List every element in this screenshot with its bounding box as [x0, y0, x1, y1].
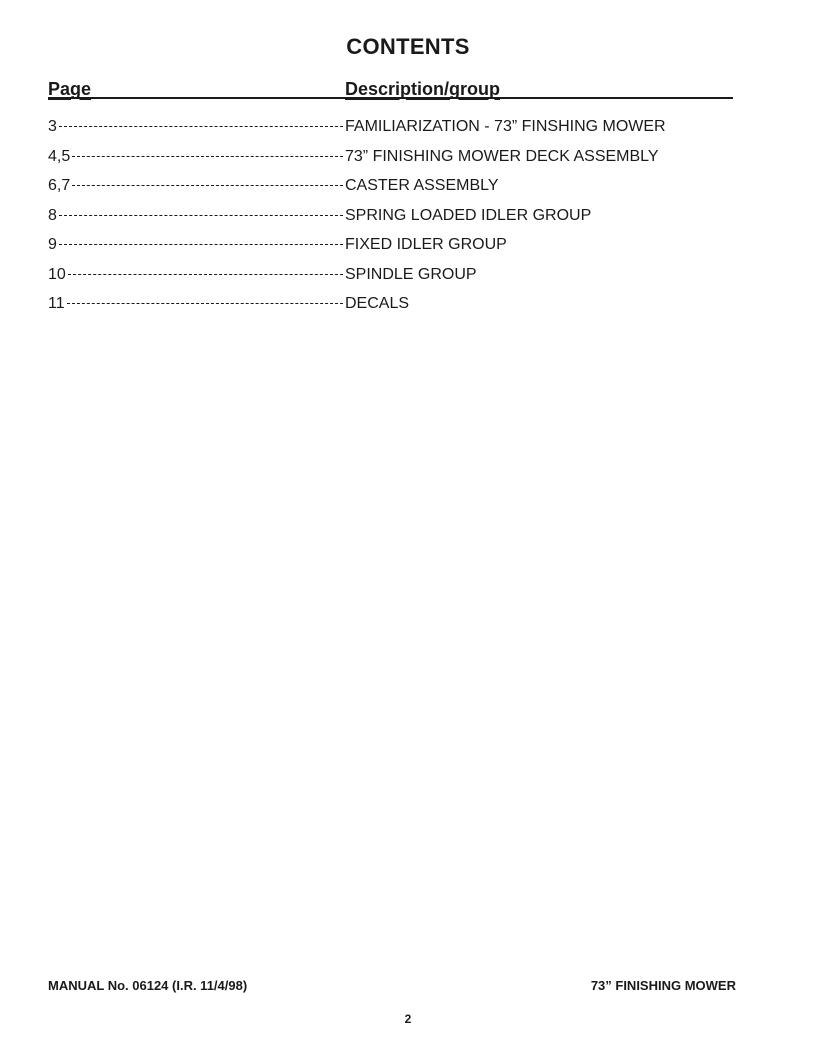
toc-leader [72, 185, 343, 186]
toc-page-number: 10 [48, 265, 66, 283]
page-number: 2 [404, 1012, 412, 1026]
toc-description: DECALS [345, 295, 410, 312]
toc-description: 73” FINISHING MOWER DECK ASSEMBLY [345, 147, 659, 165]
toc-entry [48, 118, 748, 148]
description-column-header: Description/group [345, 79, 501, 99]
toc-entry [48, 207, 748, 237]
toc-entry [48, 236, 748, 266]
page-column-header: Page [48, 79, 92, 99]
toc-page-number: 6,7 [48, 177, 71, 194]
toc-list [48, 118, 748, 325]
toc-description: FIXED IDLER GROUP [345, 236, 507, 253]
toc-description: CASTER ASSEMBLY [345, 177, 499, 194]
toc-description: FAMILIARIZATION - 73” FINSHING MOWER [345, 118, 666, 135]
toc-leader [59, 244, 343, 245]
toc-page-number: 9 [48, 236, 57, 253]
toc-leader [68, 274, 343, 275]
toc-entry [48, 295, 748, 325]
toc-leader [59, 126, 343, 127]
toc-page-number: 8 [48, 206, 57, 224]
toc-page-number: 11 [48, 295, 65, 312]
toc-entry [48, 266, 748, 296]
product-name: 73” FINISHING MOWER [590, 978, 736, 993]
page-title: CONTENTS [346, 34, 470, 59]
toc-page-number: 3 [48, 118, 57, 135]
toc-entry [48, 177, 748, 207]
toc-leader [59, 215, 343, 216]
toc-entry [48, 148, 748, 178]
toc-leader [72, 156, 343, 157]
header-rule [48, 97, 733, 99]
toc-description: SPRING LOADED IDLER GROUP [345, 206, 592, 224]
toc-leader [67, 303, 343, 304]
toc-page-number: 4,5 [48, 147, 71, 165]
manual-number: MANUAL No. 06124 (I.R. 11/4/98) [48, 978, 248, 993]
toc-description: SPINDLE GROUP [345, 265, 477, 283]
